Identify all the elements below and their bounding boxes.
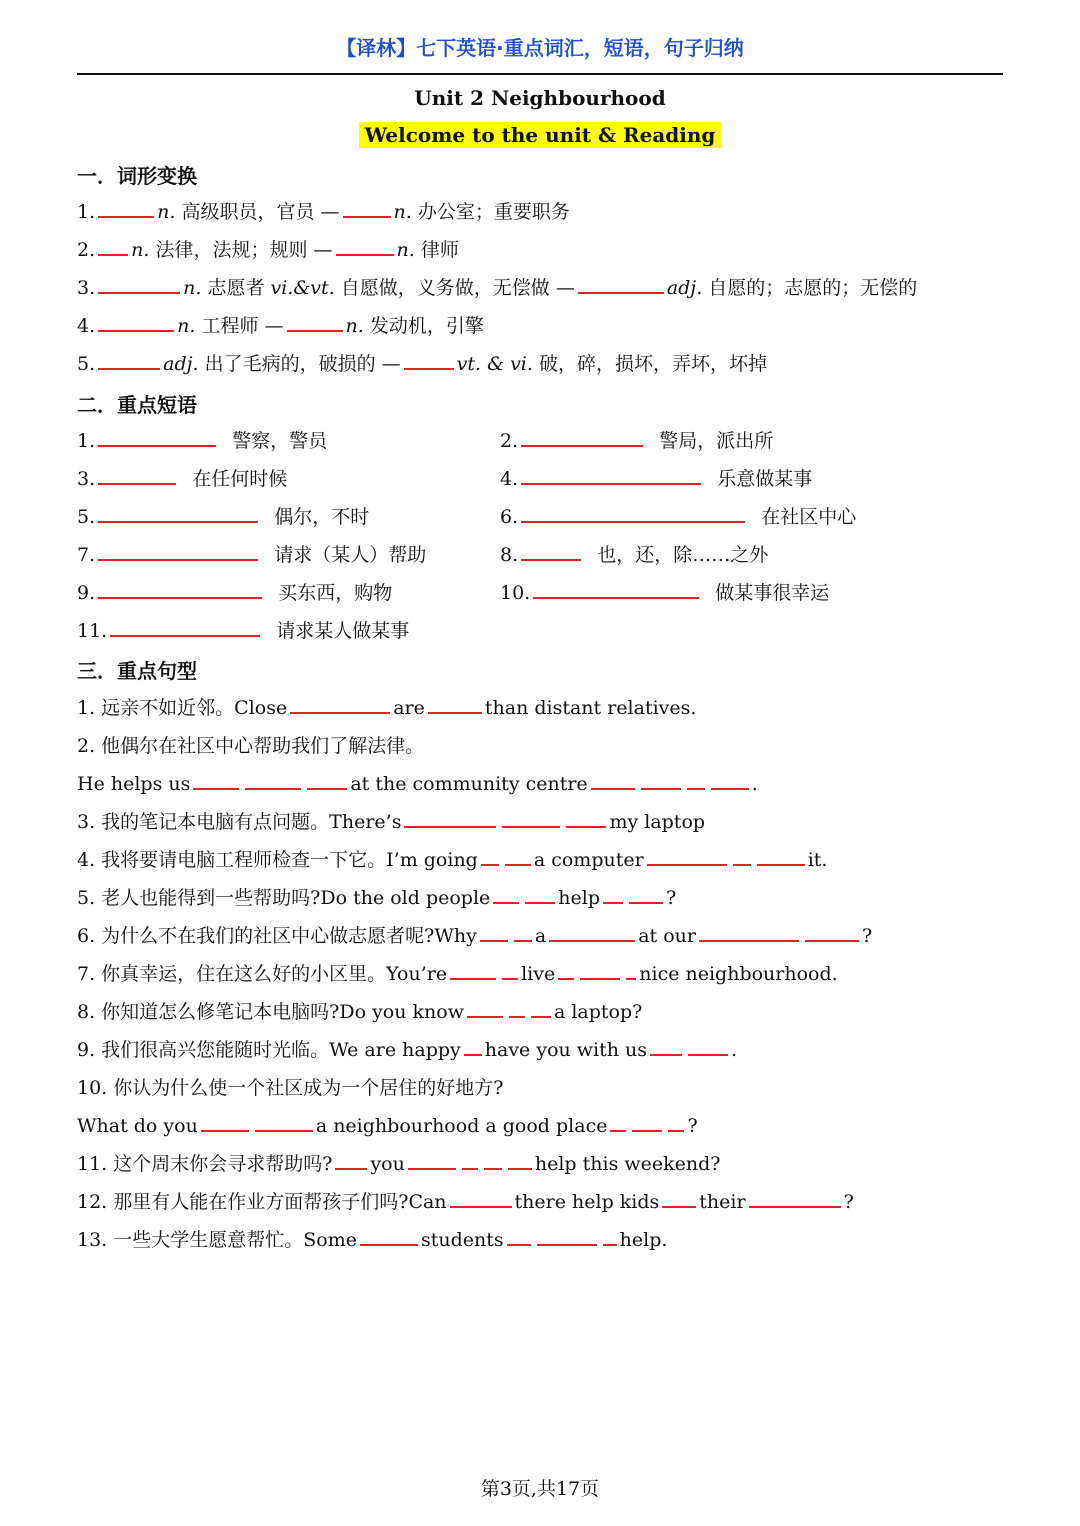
answer-blank[interactable] [335,1152,367,1170]
sentence-item: 5. 老人也能得到一些帮助吗?Do the old people help ? [77,887,677,909]
answer-blank[interactable] [566,810,606,828]
answer-blank[interactable] [360,1228,418,1246]
answer-blank[interactable] [668,1114,684,1132]
answer-blank[interactable] [428,696,482,714]
word-form-item: 4. n. 工程师 — n. 发动机，引擎 [77,315,484,337]
sentence-item: 11. 这个周末你会寻求帮助吗? you help this weekend? [77,1153,721,1175]
answer-blank[interactable] [662,1190,696,1208]
phrase-item: 1. 警察，警员 [77,430,328,452]
answer-blank[interactable] [343,200,391,218]
answer-blank[interactable] [507,1228,531,1246]
phrase-item: 3. 在任何时候 [77,468,288,490]
answer-blank[interactable] [404,352,454,370]
sentence-item: 3. 我的笔记本电脑有点问题。There’s my laptop [77,811,706,833]
unit-title: Unit 2 Neighbourhood [414,86,666,110]
answer-blank[interactable] [290,696,390,714]
answer-blank[interactable] [733,848,751,866]
answer-blank[interactable] [245,772,301,790]
section-heading-key-sentences: 三．重点句型 [77,659,197,683]
sentence-item: 12. 那里有人能在作业方面帮孩子们吗?Can there help kids their ? [77,1191,854,1213]
phrase-item: 11. 请求某人做某事 [77,620,410,642]
answer-blank[interactable] [537,1228,597,1246]
answer-blank[interactable] [591,772,635,790]
subtitle-wrap [0,122,1080,148]
answer-blank[interactable] [336,238,394,256]
page-footer: 第3页,共17页 [480,1478,600,1500]
answer-blank[interactable] [531,1000,551,1018]
answer-blank[interactable] [521,429,643,447]
answer-blank[interactable] [688,1038,728,1056]
answer-blank[interactable] [603,886,623,904]
answer-blank[interactable] [307,772,347,790]
answer-blank[interactable] [521,467,701,485]
answer-blank[interactable] [98,543,258,561]
answer-blank[interactable] [749,1190,841,1208]
answer-blank[interactable] [632,1114,662,1132]
section-heading-key-phrases: 二．重点短语 [77,393,197,417]
answer-blank[interactable] [98,276,180,294]
answer-blank[interactable] [687,772,705,790]
answer-blank[interactable] [603,1228,617,1246]
answer-blank[interactable] [610,1114,626,1132]
sentence-item: 9. 我们很高兴您能随时光临。We are happy have you with us . [77,1039,738,1061]
answer-blank[interactable] [98,581,262,599]
answer-blank[interactable] [404,810,496,828]
sentence-item: He helps us at the community centre . [77,773,758,795]
answer-blank[interactable] [508,1152,532,1170]
answer-blank[interactable] [287,314,343,332]
sentence-item: 4. 我将要请电脑工程师检查一下它。I’m going a computer it. [77,849,828,871]
word-form-item: 5. adj. 出了毛病的，破损的 — vt. & vi. 破，碎，损坏，弄坏，坏掉 [77,353,767,375]
section-subtitle: Welcome to the unit & Reading [359,122,722,148]
sentence-item: 2. 他偶尔在社区中心帮助我们了解法律。 [77,735,425,757]
answer-blank[interactable] [98,505,258,523]
answer-blank[interactable] [98,352,160,370]
sentence-item: 10. 你认为什么使一个社区成为一个居住的好地方? [77,1077,504,1099]
answer-blank[interactable] [650,1038,682,1056]
sentence-item: 8. 你知道怎么修笔记本电脑吗?Do you know a laptop? [77,1001,643,1023]
answer-blank[interactable] [805,924,859,942]
answer-blank[interactable] [514,924,532,942]
phrase-item: 6. 在社区中心 [500,506,857,528]
answer-blank[interactable] [549,924,635,942]
answer-blank[interactable] [578,276,664,294]
answer-blank[interactable] [464,1038,482,1056]
answer-blank[interactable] [480,924,508,942]
sentence-item: 6. 为什么不在我们的社区中心做志愿者呢?Why a at our ? [77,925,873,947]
answer-blank[interactable] [502,962,518,980]
answer-blank[interactable] [493,886,519,904]
answer-blank[interactable] [509,1000,525,1018]
answer-blank[interactable] [558,962,574,980]
answer-blank[interactable] [98,467,176,485]
answer-blank[interactable] [408,1152,456,1170]
answer-blank[interactable] [450,1190,512,1208]
answer-blank[interactable] [699,924,799,942]
section-heading-word-forms: 一．词形变换 [77,164,197,188]
answer-blank[interactable] [98,429,216,447]
word-form-item: 1. n. 高级职员，官员 — n. 办公室；重要职务 [77,201,570,223]
phrase-item: 7. 请求（某人）帮助 [77,544,427,566]
answer-blank[interactable] [525,886,555,904]
phrase-item: 4. 乐意做某事 [500,468,813,490]
sentence-item: What do you a neighbourhood a good place ? [77,1115,698,1137]
answer-blank[interactable] [533,581,699,599]
answer-blank[interactable] [629,886,663,904]
word-form-item: 2. n. 法律，法规；规则 — n. 律师 [77,239,459,261]
answer-blank[interactable] [641,772,681,790]
answer-blank[interactable] [711,772,749,790]
answer-blank[interactable] [98,314,174,332]
answer-blank[interactable] [757,848,805,866]
answer-blank[interactable] [505,848,531,866]
answer-blank[interactable] [201,1114,249,1132]
answer-blank[interactable] [521,543,581,561]
phrase-item: 8. 也，还，除……之外 [500,544,769,566]
answer-blank[interactable] [193,772,239,790]
header-rule [77,73,1003,75]
phrase-item: 5. 偶尔，不时 [77,506,370,528]
answer-blank[interactable] [467,1000,503,1018]
answer-blank[interactable] [647,848,727,866]
sentence-item: 1. 远亲不如近邻。Close are than distant relatives. [77,697,697,719]
page-header: 【译林】七下英语·重点词汇，短语，句子归纳 [336,36,744,60]
phrase-item: 2. 警局，派出所 [500,430,774,452]
answer-blank[interactable] [626,962,636,980]
sentence-item: 7. 你真幸运，住在这么好的小区里。You’re live nice neighbourhood. [77,963,838,985]
answer-blank[interactable] [502,810,560,828]
phrase-item: 9. 买东西，购物 [77,582,393,604]
word-form-item: 3. n. 志愿者 vi.&vt. 自愿做，义务做，无偿做 — adj. 自愿的；志愿的；无偿的 [77,277,918,299]
answer-blank[interactable] [98,200,154,218]
answer-blank[interactable] [521,505,745,523]
answer-blank[interactable] [481,848,499,866]
answer-blank[interactable] [462,1152,478,1170]
answer-blank[interactable] [110,619,260,637]
sentence-item: 13. 一些大学生愿意帮忙。Some students help. [77,1229,668,1251]
answer-blank[interactable] [580,962,620,980]
answer-blank[interactable] [450,962,496,980]
answer-blank[interactable] [98,238,128,256]
answer-blank[interactable] [484,1152,502,1170]
phrase-item: 10. 做某事很幸运 [500,582,830,604]
answer-blank[interactable] [255,1114,313,1132]
